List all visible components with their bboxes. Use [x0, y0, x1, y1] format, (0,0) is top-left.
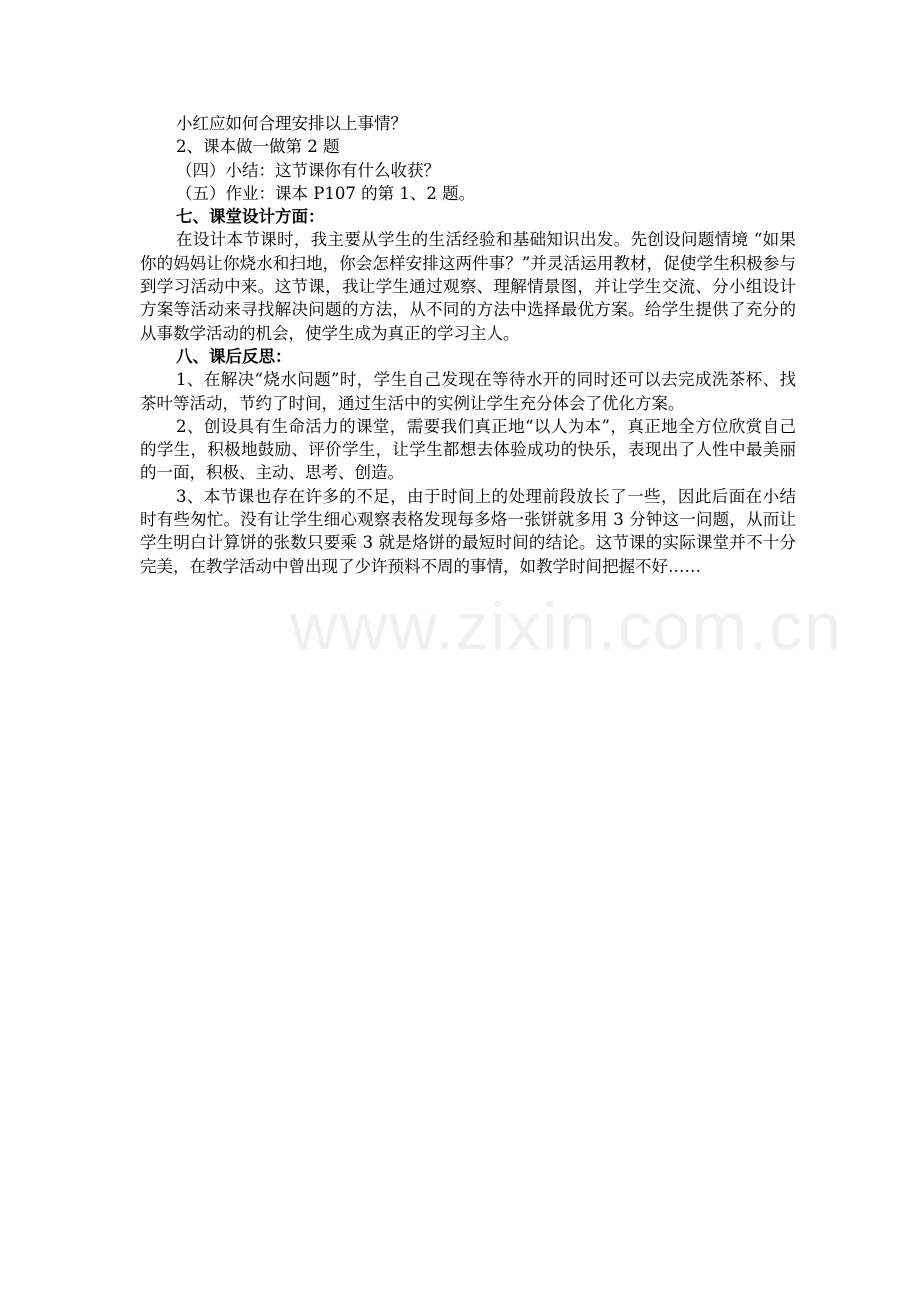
- section-heading-reflection: 八、课后反思：: [176, 346, 292, 366]
- paragraph-summary: （四）小结：这节课你有什么收获？: [176, 160, 440, 180]
- section-heading-design: 七、课堂设计方面：: [176, 207, 325, 227]
- document-page: [140, 112, 796, 578]
- section-body-design: 在设计本节课时，我主要从学生的生活经验和基础知识出发。先创设问题情境 “如果你的妈妈让你烧水和扫地，你会怎样安排这两件事？”并灵活运用教材，促使学生积极参与到学习活动中来。这节课，我让学生通过观察、理解情景图，并让学生交流、分小组设计方案等活动来寻找解决问题的方法，从不同的方法中选择最优方案。给学生提供了充分的从事数学活动的机会，使学生成为真正的学习主人。: [140, 230, 796, 343]
- paragraph-exercise: 2、课本做一做第 2 题: [176, 137, 340, 157]
- paragraph-question: 小红应如何合理安排以上事情？: [176, 114, 407, 133]
- paragraph-homework: （五）作业：课本 P107 的第 1、2 题。: [176, 183, 476, 203]
- reflection-item-3: 3、本节课也存在许多的不足，由于时间上的处理前段放长了一些，因此后面在小结时有些匆忙。没有让学生细心观察表格发现每多烙一张饼就多用 3 分钟这一问题，从而让学生明白计算饼的张数只要乘 3 就是烙饼的最短时间的结论。这节课的实际课堂并不十分完美，在教学活动中曾出现了少许预料不周的事情，如教学时间把握不好……: [140, 486, 796, 576]
- reflection-item-1: 1、在解决“烧水问题”时，学生自己发现在等待水开的同时还可以去完成洗茶杯、找茶叶等活动，节约了时间，通过生活中的实例让学生充分体会了优化方案。: [140, 370, 796, 413]
- reflection-item-2: 2、创设具有生命活力的课堂，需要我们真正地“以人为本”，真正地全方位欣赏自己的学生，积极地鼓励、评价学生，让学生都想去体验成功的快乐，表现出了人性中最美丽的一面，积极、主动、思考、创造。: [140, 416, 796, 483]
- watermark: www.zixin.com.cn: [290, 589, 843, 663]
